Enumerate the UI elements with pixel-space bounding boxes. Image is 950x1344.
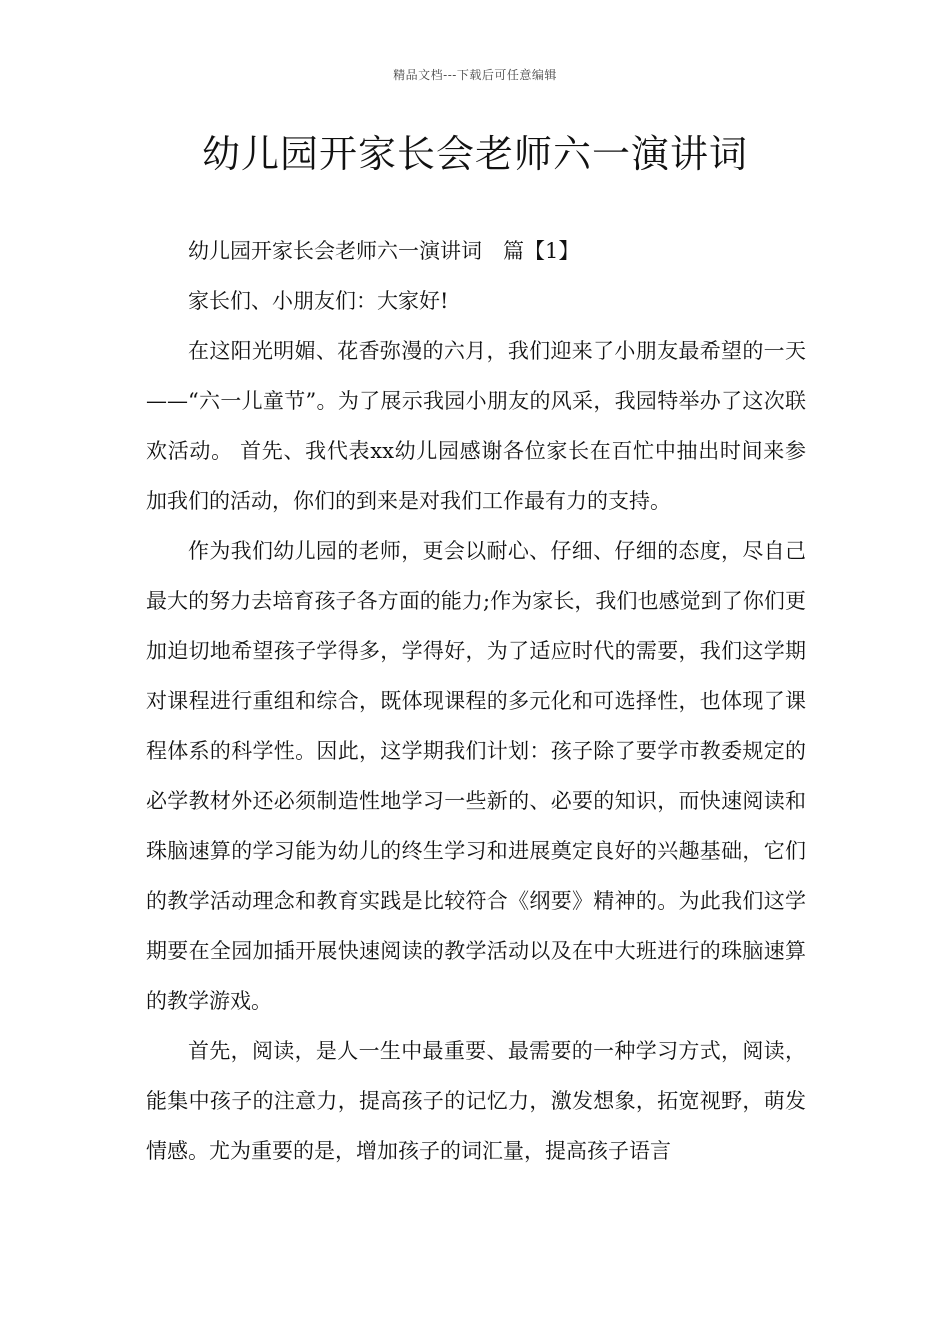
body-paragraph: 首先，阅读，是人一生中最重要、最需要的一种学习方式，阅读，能集中孩子的注意力，提高孩子的记忆力，激发想象，拓宽视野，萌发情感。尤为重要的是，增加孩子的词汇量，提高孩子语言 [146, 1039, 806, 1163]
header-note: 精品文档---下载后可任意编辑 [393, 68, 557, 82]
document-body [146, 226, 806, 1176]
greeting-paragraph: 家长们、小朋友们：大家好! [188, 289, 449, 313]
document-title: 幼儿园开家长会老师六一演讲词 [201, 132, 748, 176]
body-paragraph: 在这阳光明媚、花香弥漫的六月，我们迎来了小朋友最希望的一天——“六一儿童节”。为了展示我园小朋友的风采，我园特举办了这次联欢活动。 首先、我代表xx幼儿园感谢各位家长在百忙中抽出时间来参加我们的活动，你们的到来是对我们工作最有力的支持。 [146, 339, 806, 513]
body-paragraph: 作为我们幼儿园的老师，更会以耐心、仔细、仔细的态度，尽自己最大的努力去培育孩子各方面的能力;作为家长，我们也感觉到了你们更加迫切地希望孩子学得多，学得好，为了适应时代的需要，我们这学期对课程进行重组和综合，既体现课程的多元化和可选择性，也体现了课程体系的科学性。因此，这学期我们计划：孩子除了要学市教委规定的必学教材外还必须制造性地学习一些新的、必要的知识，而快速阅读和珠脑速算的学习能为幼儿的终生学习和进展奠定良好的兴趣基础，它们的教学活动理念和教育实践是比较符合《纲要》精神的。为此我们这学期要在全园加插开展快速阅读的教学活动以及在中大班进行的珠脑速算的教学游戏。 [146, 539, 806, 1013]
section-heading: 幼儿园开家长会老师六一演讲词 篇【1】 [188, 239, 580, 263]
